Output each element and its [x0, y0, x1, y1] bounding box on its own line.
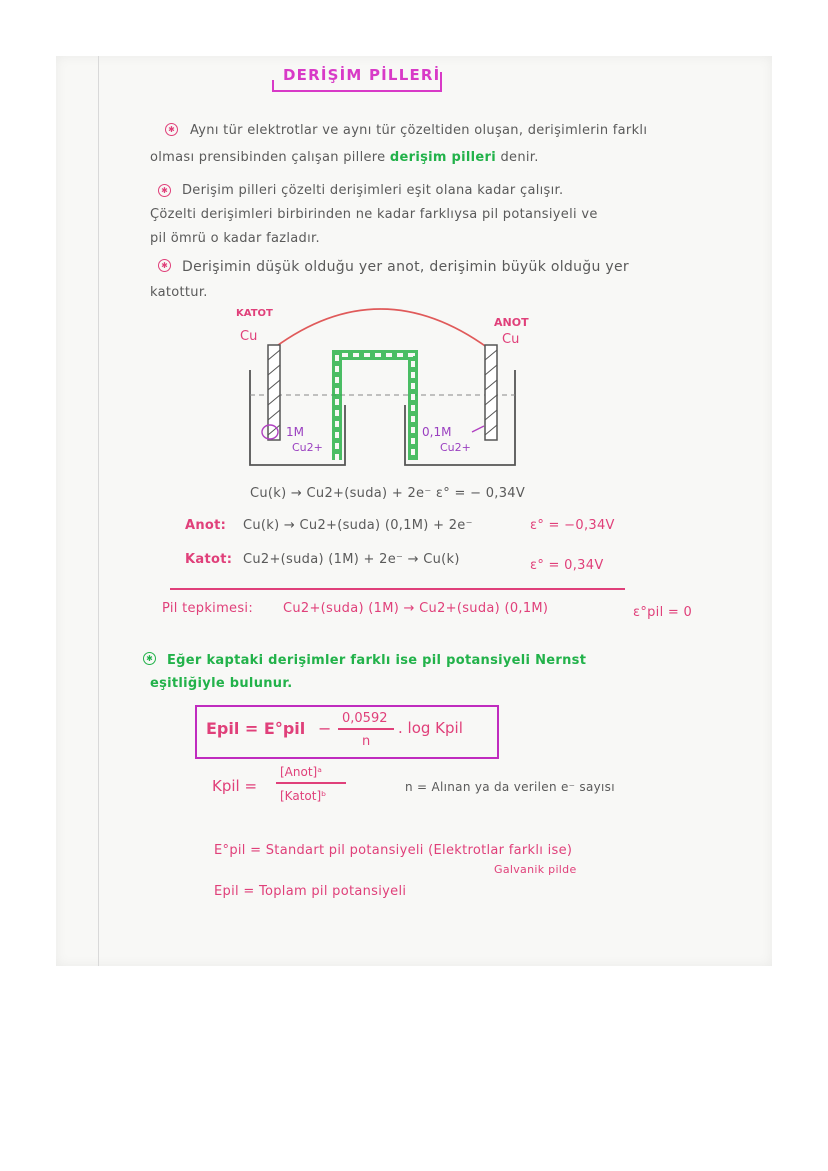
- nernst-numerator: 0,0592: [342, 711, 388, 726]
- reaction-1: Cu(k) → Cu2+(suda) + 2e⁻ ε° = − 0,34V: [250, 486, 526, 501]
- salt-bridge: [337, 355, 413, 460]
- katot-metal: Cu: [240, 329, 258, 344]
- margin-line: [98, 56, 99, 966]
- para1-line1: Aynı tür elektrotlar ve aynı tür çözeltiden oluşan, derişimlerin farklı: [190, 123, 648, 138]
- title-bracket-left: [272, 80, 274, 92]
- left-ion: Cu2+: [292, 441, 323, 454]
- para3-line2: katottur.: [150, 285, 208, 300]
- bullet-icon: ✱: [165, 123, 178, 136]
- nernst-fraction-bar: [338, 728, 394, 730]
- pil-potential: ε°pil = 0: [633, 605, 693, 620]
- nernst-lhs: Epil = E°pil: [206, 719, 306, 738]
- kpil-note: n = Alınan ya da verilen e⁻ sayısı: [405, 780, 615, 794]
- para2-line1: Derişim pilleri çözelti derişimleri eşit olana kadar çalışır.: [182, 183, 564, 198]
- para1-line2-b: denir.: [500, 150, 539, 165]
- katot-reaction-label: Katot:: [185, 552, 233, 567]
- para1-highlight: derişim pilleri: [389, 150, 497, 165]
- pil-reaction-label: Pil tepkimesi:: [162, 601, 254, 616]
- nernst-denominator: n: [362, 734, 371, 749]
- right-concentration: 0,1M: [422, 425, 452, 439]
- anot-reaction: Cu(k) → Cu2+(suda) (0,1M) + 2e⁻: [243, 518, 473, 533]
- anot-metal: Cu: [502, 332, 520, 347]
- kpil-denominator: [Katot]ᵇ: [280, 789, 327, 803]
- kpil-fraction-bar: [276, 782, 346, 784]
- para1-line2-a: olması prensibinden çalışan pillere: [150, 150, 386, 165]
- bullet-icon: ✱: [158, 259, 171, 272]
- anot-potential: ε° = −0,34V: [530, 518, 615, 533]
- definition-standard-note: Galvanik pilde: [494, 863, 577, 876]
- external-wire: [274, 309, 488, 348]
- nernst-tail: . log Kpil: [398, 719, 463, 737]
- bullet-icon: ✱: [143, 652, 156, 665]
- katot-label: KATOT: [236, 308, 273, 319]
- para2-line2: Çözelti derişimleri birbirinden ne kadar farklıysa pil potansiyeli ve: [150, 207, 598, 222]
- salt-bridge-hatch: [337, 355, 413, 460]
- kpil-lhs: Kpil =: [212, 777, 258, 795]
- para4-line2: eşitliğiyle bulunur.: [150, 676, 293, 691]
- definition-standard: E°pil = Standart pil potansiyeli (Elektrotlar farklı ise): [214, 843, 573, 858]
- katot-potential: ε° = 0,34V: [530, 558, 604, 573]
- para1-line2: [150, 151, 539, 164]
- right-ion: Cu2+: [440, 441, 471, 454]
- right-ion-arrow: [472, 426, 484, 432]
- para2-line3: pil ömrü o kadar fazladır.: [150, 231, 320, 246]
- bullet-icon: ✱: [158, 184, 171, 197]
- title-bracket-right: [440, 72, 442, 92]
- sum-line: [170, 588, 625, 590]
- pil-reaction: Cu2+(suda) (1M) → Cu2+(suda) (0,1M): [283, 601, 549, 616]
- anot-label: ANOT: [494, 316, 529, 329]
- definition-total: Epil = Toplam pil potansiyeli: [214, 884, 407, 899]
- nernst-minus: −: [318, 719, 332, 738]
- left-concentration: 1M: [286, 425, 304, 439]
- katot-reaction: Cu2+(suda) (1M) + 2e⁻ → Cu(k): [243, 552, 460, 567]
- title-underline: [272, 90, 442, 92]
- kpil-numerator: [Anot]ᵃ: [280, 765, 322, 779]
- page-title: DERİŞİM PİLLERİ: [283, 66, 441, 84]
- para3-line1: Derişimin düşük olduğu yer anot, derişimin büyük olduğu yer: [182, 259, 629, 275]
- para4-line1: Eğer kaptaki derişimler farklı ise pil potansiyeli Nernst: [167, 653, 587, 668]
- anot-reaction-label: Anot:: [185, 518, 227, 533]
- right-electrode: [485, 345, 497, 440]
